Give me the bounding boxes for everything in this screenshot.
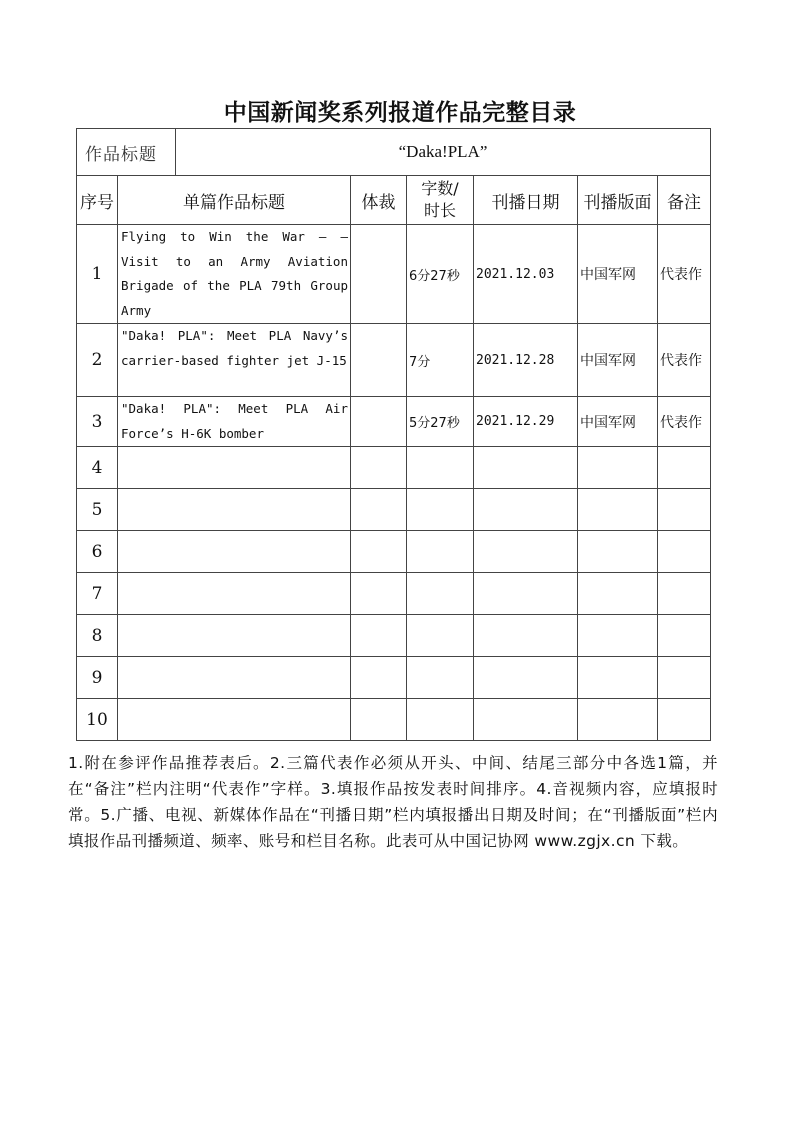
row-date: 2021.12.03: [474, 225, 578, 324]
row-length: 7分: [407, 324, 474, 397]
row-date: 2021.12.29: [474, 397, 578, 447]
row-title: "Daka! PLA": Meet PLA Navy’s carrier-based fighter jet J-15: [118, 324, 351, 397]
header-row: [77, 176, 711, 225]
header-length-line1: 字数/: [421, 179, 459, 198]
row-date: 2021.12.28: [474, 324, 578, 397]
row-seq: 6: [77, 531, 118, 573]
empty-row: [77, 531, 711, 573]
work-title-row: [77, 129, 711, 176]
row-genre: [351, 225, 407, 324]
table-row: [77, 397, 711, 447]
table-row: [77, 225, 711, 324]
row-seq: 3: [77, 397, 118, 447]
row-length: 6分27秒: [407, 225, 474, 324]
empty-row: [77, 699, 711, 741]
row-seq: 7: [77, 573, 118, 615]
row-genre: [351, 324, 407, 397]
header-length: [407, 176, 474, 225]
row-genre: [351, 397, 407, 447]
document-title: 中国新闻奖系列报道作品完整目录: [223, 99, 577, 126]
work-title-value: “Daka!PLA”: [176, 129, 711, 176]
header-title: 单篇作品标题: [118, 176, 351, 225]
row-length: 5分27秒: [407, 397, 474, 447]
header-date: 刊播日期: [474, 176, 578, 225]
row-title: Flying to Win the War — — Visit to an Army Aviation Brigade of the PLA 79th Group Army: [118, 225, 351, 324]
row-seq: 9: [77, 657, 118, 699]
row-seq: 8: [77, 615, 118, 657]
row-board: 中国军网: [578, 397, 658, 447]
header-note: 备注: [658, 176, 711, 225]
row-board: 中国军网: [578, 324, 658, 397]
row-board: 中国军网: [578, 225, 658, 324]
empty-row: [77, 657, 711, 699]
header-board: 刊播版面: [578, 176, 658, 225]
work-title-label: 作品标题: [77, 129, 176, 176]
row-seq: 4: [77, 447, 118, 489]
row-title: "Daka! PLA": Meet PLA Air Force’s H-6K bomber: [118, 397, 351, 447]
empty-row: [77, 615, 711, 657]
empty-row: [77, 489, 711, 531]
row-seq: 1: [77, 225, 118, 324]
row-note: 代表作: [658, 225, 711, 324]
footnote: 1.附在参评作品推荐表后。2.三篇代表作必须从开头、中间、结尾三部分中各选1篇，并在“备注”栏内注明“代表作”字样。3.填报作品按发表时间排序。4.音视频内容，应填报时常。5.广播、电视、新媒体作品在“刊播日期”栏内填报播出日期及时间；在“刊播版面”栏内填报作品刊播频道、频率、账号和栏目名称。此表可从中国记协网 www.zgjx.cn 下载。: [68, 754, 718, 850]
row-seq: 2: [77, 324, 118, 397]
empty-row: [77, 447, 711, 489]
header-seq: 序号: [77, 176, 118, 225]
header-length-line2: 时长: [423, 201, 456, 220]
row-seq: 10: [77, 699, 118, 741]
row-note: 代表作: [658, 324, 711, 397]
row-note: 代表作: [658, 397, 711, 447]
empty-row: [77, 573, 711, 615]
table-row: [77, 324, 711, 397]
works-table: [76, 128, 711, 741]
header-genre: 体裁: [351, 176, 407, 225]
row-seq: 5: [77, 489, 118, 531]
